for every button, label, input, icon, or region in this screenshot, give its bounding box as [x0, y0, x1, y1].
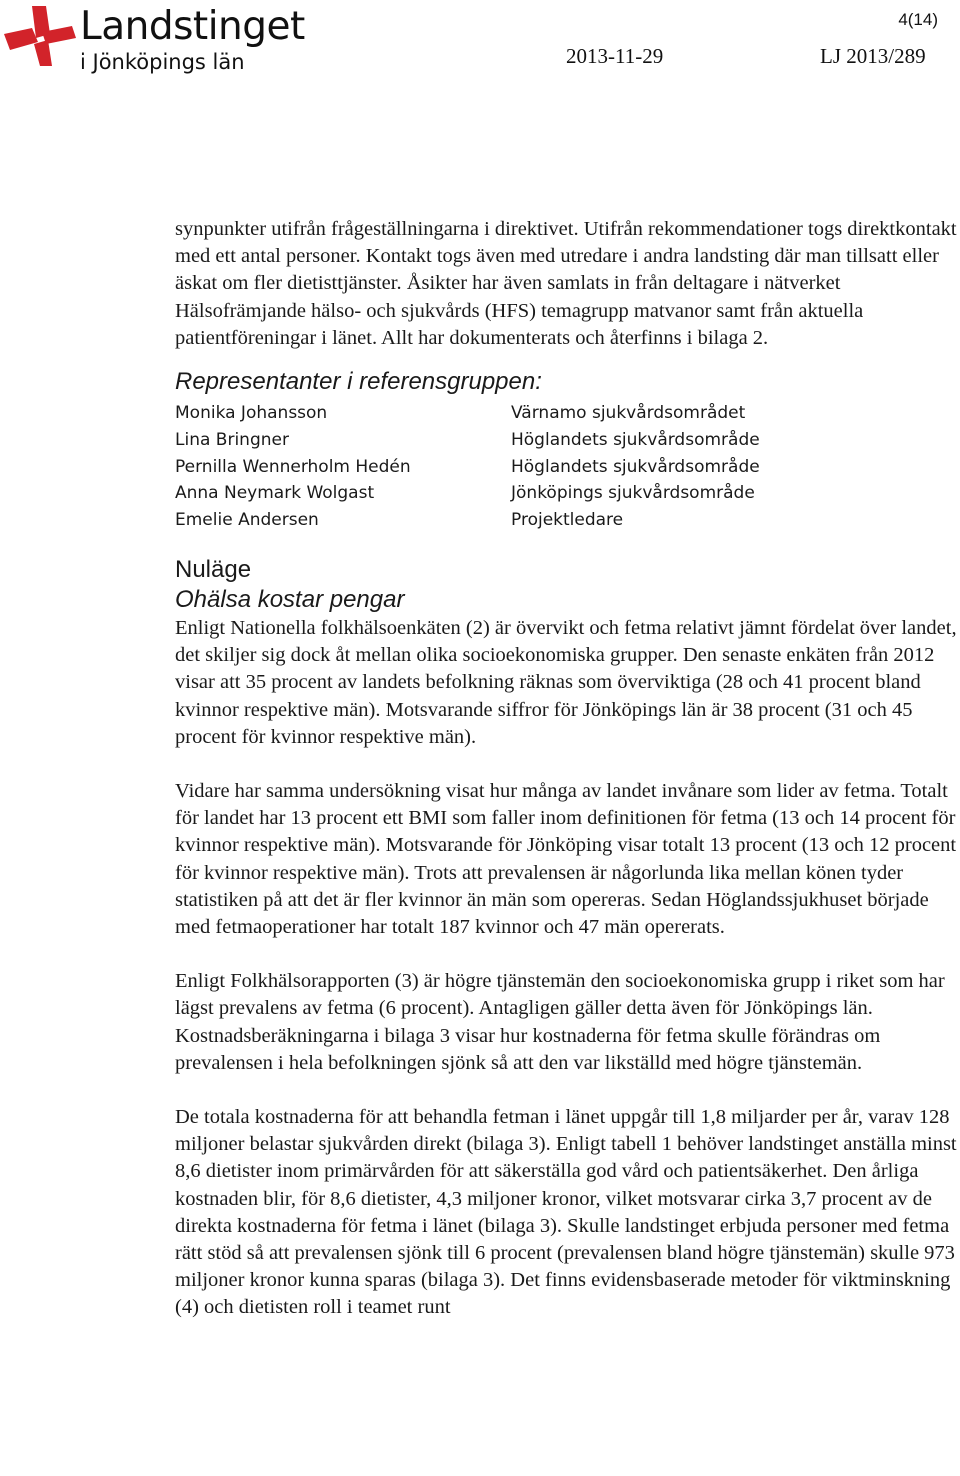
- list-item: [175, 453, 957, 480]
- intro-paragraph: synpunkter utifrån frågeställningarna i direktivet. Utifrån rekommendationer togs direktkontakt med ett antal personer. Kontakt togs även med utredare i andra landsting där man tillsatt eller äskat om fler dietisttjänster. Åsikter har även samlats in från deltagare i nätverket Hälsofrämjande hälso- och sjukvårds (HFS) temagrupp matvanor samt från aktuella patientföreningar i länet. Allt har dokumenterats och återfinns i bilaga 2.: [175, 218, 957, 349]
- document-date: 2013-11-29: [566, 44, 664, 68]
- member-name: Monika Johansson: [175, 403, 328, 424]
- nulage-paragraph-2: Vidare har samma undersökning visat hur många av landet invånare som lider av fetma. Totalt för landet har 13 procent ett BMI som faller inom definitionen för fetma (13 och 14 procent för kvinnor respektive män). Motsvarande för Jönköping visar totalt 13 procent (13 och 12 procent för kvinnor respektive män). Trots att prevalensen är någorlunda lika mellan könen tyder statistiken på att det är fler kvinnor än män som opereras. Sedan Höglandssjukhuset började med fetmaoperationer har totalt 187 kvinnor och 47 män opererats.: [175, 780, 957, 939]
- page-number: 4(14): [898, 10, 938, 29]
- org-subtitle: i Jönköpings län: [80, 50, 245, 74]
- member-name: Anna Neymark Wolgast: [175, 483, 375, 504]
- member-area: Värnamo sjukvårdsområdet: [511, 403, 746, 424]
- list-item: [175, 506, 957, 533]
- member-name: Pernilla Wennerholm Hedén: [175, 456, 411, 477]
- nulage-heading: Nuläge: [175, 555, 252, 583]
- member-name: Emelie Andersen: [175, 509, 319, 530]
- ref-group-list: [175, 400, 957, 533]
- member-area: Höglandets sjukvårdsområde: [511, 456, 760, 477]
- document-reference: LJ 2013/289: [820, 44, 926, 68]
- nulage-paragraph-3: Enligt Folkhälsorapporten (3) är högre tjänstemän den socioekonomiska grupp i riket som har lägst prevalens av fetma (6 procent). Antagligen gäller detta även för Jönköpings län. Kostnadsberäkningarna i bilaga 3 visar hur kostnaderna för fetma skulle förändras om prevalensen i hela befolkningen sjönk så att den var likställd med högre tjänstemän.: [175, 970, 945, 1074]
- member-area: Projektledare: [511, 509, 624, 530]
- member-area: Höglandets sjukvårdsområde: [511, 429, 760, 450]
- document-body: [175, 216, 957, 1322]
- landstinget-cross-icon: [2, 4, 78, 68]
- member-area: Jönköpings sjukvårdsområde: [511, 483, 755, 504]
- org-logo: [0, 0, 320, 80]
- list-item: [175, 400, 957, 427]
- nulage-paragraph-4: De totala kostnaderna för att behandla fetman i länet uppgår till 1,8 miljarder per år, varav 128 miljoner belastar sjukvården direkt (bilaga 3). Enligt tabell 1 behöver landstinget anställa minst 8,6 dietister inom primärvården för att säkerställa god vård och patientsäkerhet. Den årliga kostnaden blir, för 8,6 dietister, 4,3 miljoner kronor, vilket motsvarar cirka 3,7 procent av de direkta kostnaderna för fetma i länet (bilaga 3). Skulle landstinget erbjuda personer med fetma rätt stöd så att prevalensen sjönk till 6 procent (prevalensen bland högre tjänstemän) skulle 973 miljoner kronor kunna sparas (bilaga 3). Det finns evidensbaserade metoder för viktminskning (4) och dietisten roll i teamet runt: [175, 1106, 957, 1319]
- org-name: Landstinget: [80, 4, 305, 49]
- list-item: [175, 427, 957, 454]
- member-name: Lina Bringner: [175, 429, 289, 450]
- ref-group-heading: Representanter i referensgruppen:: [175, 368, 542, 396]
- nulage-subheading: Ohälsa kostar pengar: [175, 585, 405, 613]
- nulage-paragraph-1: Enligt Nationella folkhälsoenkäten (2) är övervikt och fetma relativt jämnt fördelat över landet, det skiljer sig dock åt mellan olika socioekonomiska grupper. Den senaste enkäten från 2012 visar att 35 procent av landets befolkning räknas som överviktiga (28 och 41 procent bland kvinnor respektive män). Motsvarande siffror för Jönköpings län är 38 procent (31 och 45 procent för kvinnor respektive män).: [175, 616, 957, 748]
- list-item: [175, 480, 957, 507]
